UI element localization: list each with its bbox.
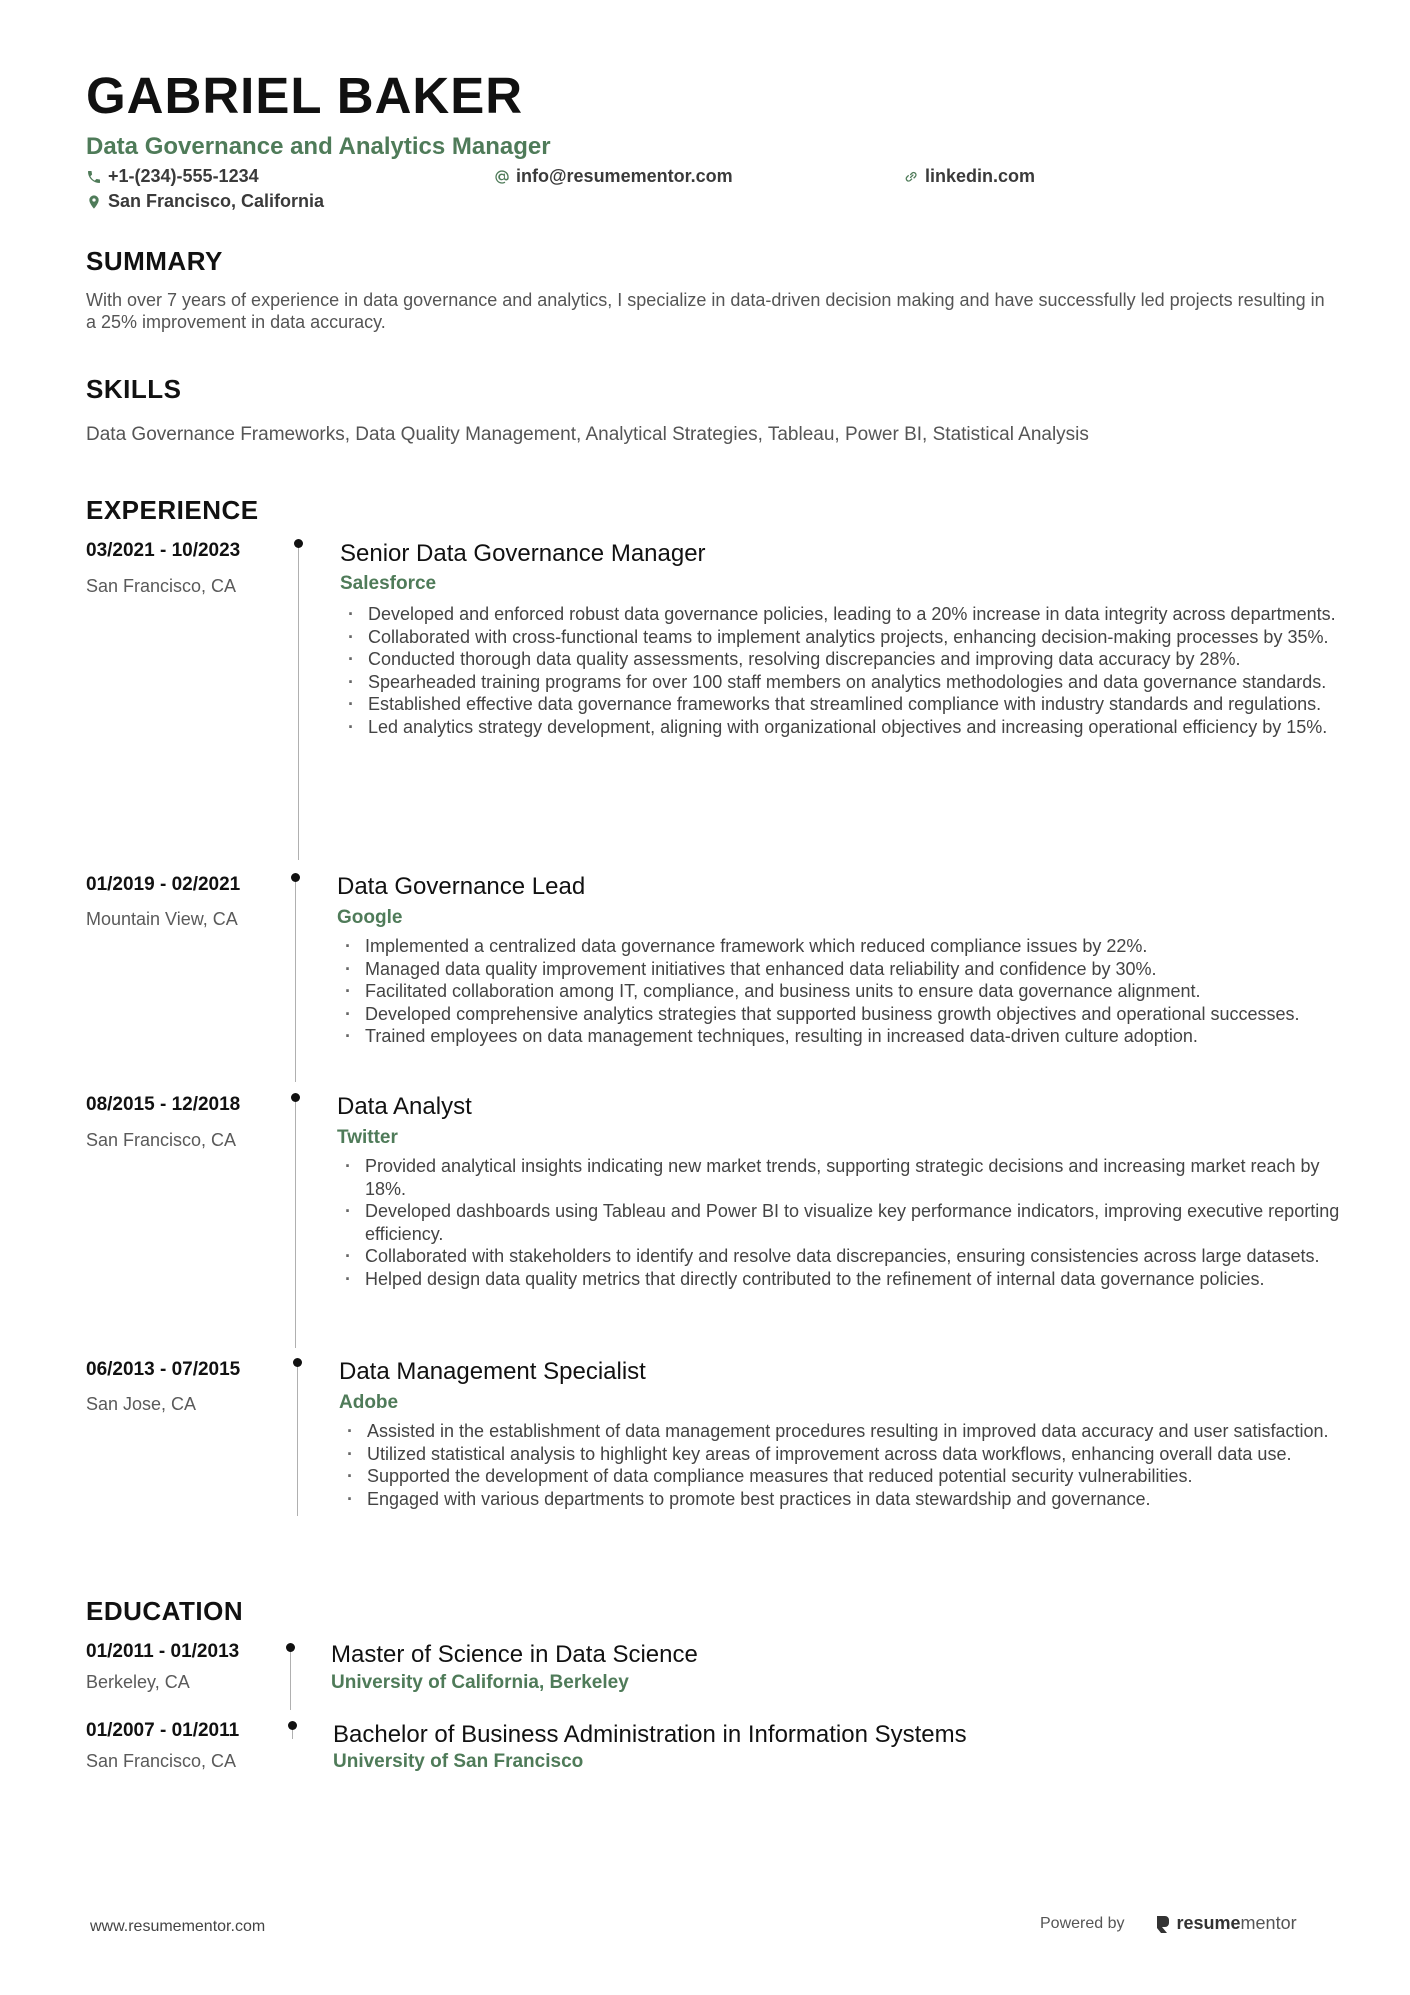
job-bullets — [343, 1420, 1358, 1510]
linkedin-text: linkedin.com — [925, 166, 1036, 186]
job-bullet: · Collaborated with cross-functional teams to implement analytics projects, enhancing decision-making processes by 35%. — [344, 626, 1359, 649]
job-bullet: · Supported the development of data compliance measures that reduced potential security vulnerabilities. — [343, 1465, 1358, 1488]
job-bullet: · Developed and enforced robust data governance policies, leading to a 20% increase in data integrity across departments. — [344, 603, 1359, 626]
edu-location: San Francisco, CA — [86, 1751, 237, 1771]
timeline-line — [290, 1648, 291, 1710]
job-title: Data Analyst — [337, 1093, 472, 1120]
job-company: Google — [337, 907, 403, 928]
timeline-dot — [288, 1721, 297, 1730]
job-title: Data Governance Lead — [337, 873, 586, 900]
job-bullet: · Developed dashboards using Tableau and Power BI to visualize key performance indicators, improving executive reporting efficiency. — [341, 1200, 1356, 1245]
job-dates: 03/2021 - 10/2023 — [86, 540, 241, 561]
job-title: Senior Data Governance Manager — [340, 540, 706, 567]
contact-linkedin[interactable] — [903, 166, 1035, 187]
job-bullets — [341, 935, 1356, 1048]
timeline-dot — [294, 539, 303, 548]
email-text: info@resumementor.com — [516, 166, 733, 186]
candidate-name: GABRIEL BAKER — [86, 67, 524, 124]
contact-email[interactable] — [494, 166, 733, 187]
skills-text: Data Governance Frameworks, Data Quality Management, Analytical Strategies, Tableau, Power BI, Statistical Analysis — [86, 424, 1089, 445]
job-bullet: · Helped design data quality metrics that directly contributed to the refinement of internal data governance policies. — [341, 1268, 1356, 1291]
contact-phone — [86, 166, 259, 187]
job-bullet: · Assisted in the establishment of data management procedures resulting in improved data accuracy and user satisfaction. — [343, 1420, 1358, 1443]
job-bullet: · Managed data quality improvement initiatives that enhanced data reliability and confidence by 30%. — [341, 958, 1356, 981]
edu-dates: 01/2011 - 01/2013 — [86, 1641, 240, 1662]
job-location: San Jose, CA — [86, 1394, 197, 1414]
phone-text: +1-(234)-555-1234 — [108, 166, 259, 186]
job-dates: 06/2013 - 07/2015 — [86, 1359, 241, 1380]
job-bullet: · Facilitated collaboration among IT, compliance, and business units to ensure data governance alignment. — [341, 980, 1356, 1003]
timeline-line — [295, 1098, 296, 1348]
job-bullet: · Conducted thorough data quality assessments, resolving discrepancies and improving data accuracy by 28%. — [344, 648, 1359, 671]
job-bullet: · Led analytics strategy development, aligning with organizational objectives and increasing operational efficiency by 15%. — [344, 716, 1359, 739]
location-text: San Francisco, California — [108, 191, 325, 211]
job-company: Salesforce — [340, 573, 437, 594]
job-bullet: · Trained employees on data management techniques, resulting in increased data-driven culture adoption. — [341, 1025, 1356, 1048]
education-heading: EDUCATION — [86, 1596, 244, 1626]
job-bullet: · Established effective data governance frameworks that streamlined compliance with industry standards and regulations. — [344, 693, 1359, 716]
footer-powered — [1040, 1913, 1297, 1934]
brand-light: mentor — [1240, 1913, 1297, 1933]
timeline-dot — [291, 1093, 300, 1102]
experience-heading: EXPERIENCE — [86, 495, 259, 525]
edu-location: Berkeley, CA — [86, 1672, 190, 1692]
edu-degree: Bachelor of Business Administration in Information Systems — [333, 1721, 967, 1748]
job-bullet: · Provided analytical insights indicating new market trends, supporting strategic decisions and increasing market reach by 18%. — [341, 1155, 1356, 1200]
at-icon — [494, 169, 510, 185]
job-location: Mountain View, CA — [86, 909, 238, 929]
job-dates: 01/2019 - 02/2021 — [86, 874, 241, 895]
job-location: San Francisco, CA — [86, 576, 237, 596]
phone-icon — [86, 169, 102, 185]
brand-bold: resume — [1176, 1913, 1241, 1933]
job-bullets — [341, 1155, 1356, 1291]
resumementor-logo-icon — [1155, 1914, 1171, 1934]
edu-school: University of San Francisco — [333, 1751, 584, 1772]
job-company: Twitter — [337, 1127, 398, 1148]
job-company: Adobe — [339, 1392, 399, 1413]
timeline-dot — [293, 1358, 302, 1367]
job-bullet: · Spearheaded training programs for over 100 staff members on analytics methodologies and data governance standards. — [344, 671, 1359, 694]
timeline-dot — [291, 873, 300, 882]
footer-website[interactable]: www.resumementor.com — [90, 1918, 266, 1935]
timeline-line — [298, 544, 299, 860]
summary-text: With over 7 years of experience in data governance and analytics, I specialize in data-driven decision making and have successfully led projects resulting in a 25% improvement in data accuracy. — [86, 290, 1325, 332]
location-pin-icon — [86, 194, 102, 210]
timeline-line — [295, 876, 296, 1082]
timeline-dot — [286, 1643, 295, 1652]
summary-heading: SUMMARY — [86, 246, 223, 276]
job-location: San Francisco, CA — [86, 1130, 237, 1150]
candidate-role: Data Governance and Analytics Manager — [86, 133, 551, 160]
edu-school: University of California, Berkeley — [331, 1672, 629, 1693]
job-bullet: · Engaged with various departments to promote best practices in data stewardship and governance. — [343, 1488, 1358, 1511]
contact-location — [86, 191, 324, 212]
brand-logo[interactable] — [1155, 1913, 1297, 1934]
job-bullet: · Utilized statistical analysis to highlight key areas of improvement across data workflows, enhancing overall data use. — [343, 1443, 1358, 1466]
job-bullet: · Developed comprehensive analytics strategies that supported business growth objectives and operational successes. — [341, 1003, 1356, 1026]
edu-dates: 01/2007 - 01/2011 — [86, 1720, 240, 1741]
job-bullet: · Collaborated with stakeholders to identify and resolve data discrepancies, ensuring consistencies across large datasets. — [341, 1245, 1356, 1268]
powered-by-label: Powered by — [1040, 1914, 1125, 1932]
job-title: Data Management Specialist — [339, 1358, 646, 1385]
job-bullets — [344, 603, 1359, 739]
link-icon — [903, 169, 919, 185]
skills-heading: SKILLS — [86, 374, 182, 404]
edu-degree: Master of Science in Data Science — [331, 1641, 698, 1668]
job-dates: 08/2015 - 12/2018 — [86, 1094, 241, 1115]
timeline-line — [297, 1362, 298, 1516]
job-bullet: · Implemented a centralized data governance framework which reduced compliance issues by 22%. — [341, 935, 1356, 958]
